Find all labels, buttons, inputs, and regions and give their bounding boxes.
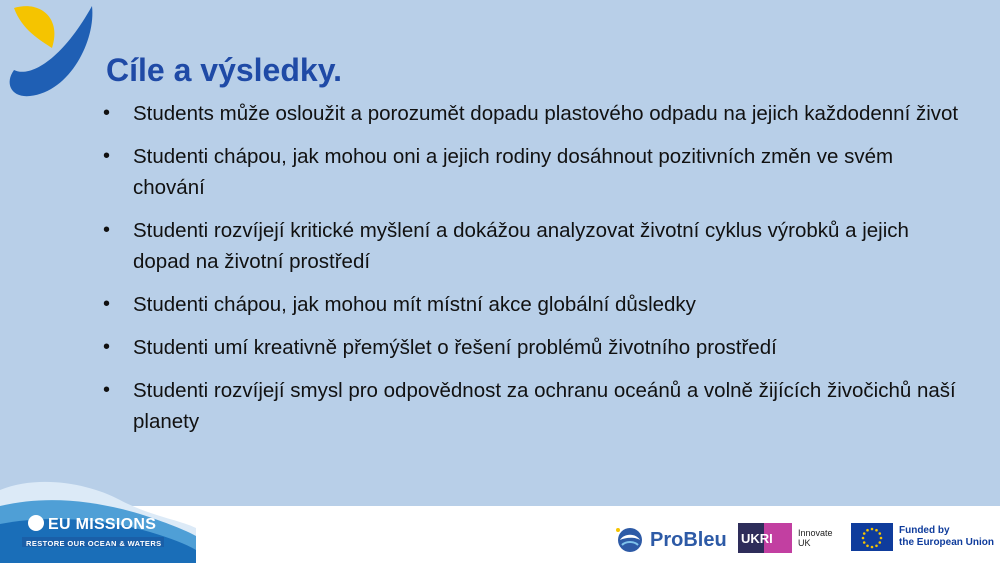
bullet-item — [103, 332, 963, 363]
eu-missions-label: EU MISSIONS — [48, 516, 157, 533]
svg-text:UKRI: UKRI — [741, 531, 773, 546]
slide-title: Cíle a výsledky. — [106, 52, 342, 88]
bullet-list — [103, 98, 963, 449]
eu-flag-icon — [851, 523, 893, 551]
bullet-item — [103, 98, 963, 129]
funded-line-2: the European Union — [899, 537, 994, 548]
bullet-item — [103, 141, 963, 203]
ukri-innovate-text — [798, 528, 833, 548]
bullet-item — [103, 375, 963, 437]
ukri-logo — [738, 523, 833, 553]
bullet-text: Studenti chápou, jak mohou mít místní akce globální důsledky — [133, 293, 696, 316]
bullet-item — [103, 215, 963, 277]
corner-logo-icon — [0, 0, 100, 100]
bullet-text: Studenti rozvíjejí kritické myšlení a dokážou analyzovat životní cyklus výrobků a jejich dopad na životní prostředí — [133, 219, 909, 273]
funded-line-1: Funded by — [899, 525, 950, 536]
ukri-uk-label: UK — [798, 538, 811, 548]
ukri-innovate-label: Innovate — [798, 528, 833, 538]
bullet-item — [103, 289, 963, 320]
eu-missions-sub-label: RESTORE OUR OCEAN & WATERS — [26, 539, 162, 548]
bullet-text: Studenti rozvíjejí smysl pro odpovědnost za ochranu oceánů a volně žijících živočichů naší planety — [133, 379, 956, 433]
probleu-icon — [614, 525, 646, 555]
bullet-dot: • — [103, 336, 111, 358]
bullet-dot: • — [103, 379, 111, 401]
eu-funded-text — [899, 525, 994, 549]
bullet-text: Studenti chápou, jak mohou oni a jejich rodiny dosáhnout pozitivních změn ve svém chování — [133, 145, 894, 199]
probleu-label: ProBleu — [650, 528, 727, 551]
probleu-logo — [614, 525, 727, 555]
bullet-text: Students může osloužit a porozumět dopadu plastového odpadu na jejich každodenní život — [133, 102, 959, 125]
ukri-icon — [738, 523, 792, 553]
bullet-text: Studenti umí kreativně přemýšlet o řešení problémů životního prostředí — [133, 336, 777, 359]
bullet-dot: • — [103, 293, 111, 315]
bullet-dot: • — [103, 102, 111, 124]
bullet-dot: • — [103, 219, 111, 241]
bullet-dot: • — [103, 145, 111, 167]
eu-funded-logo — [851, 523, 994, 551]
